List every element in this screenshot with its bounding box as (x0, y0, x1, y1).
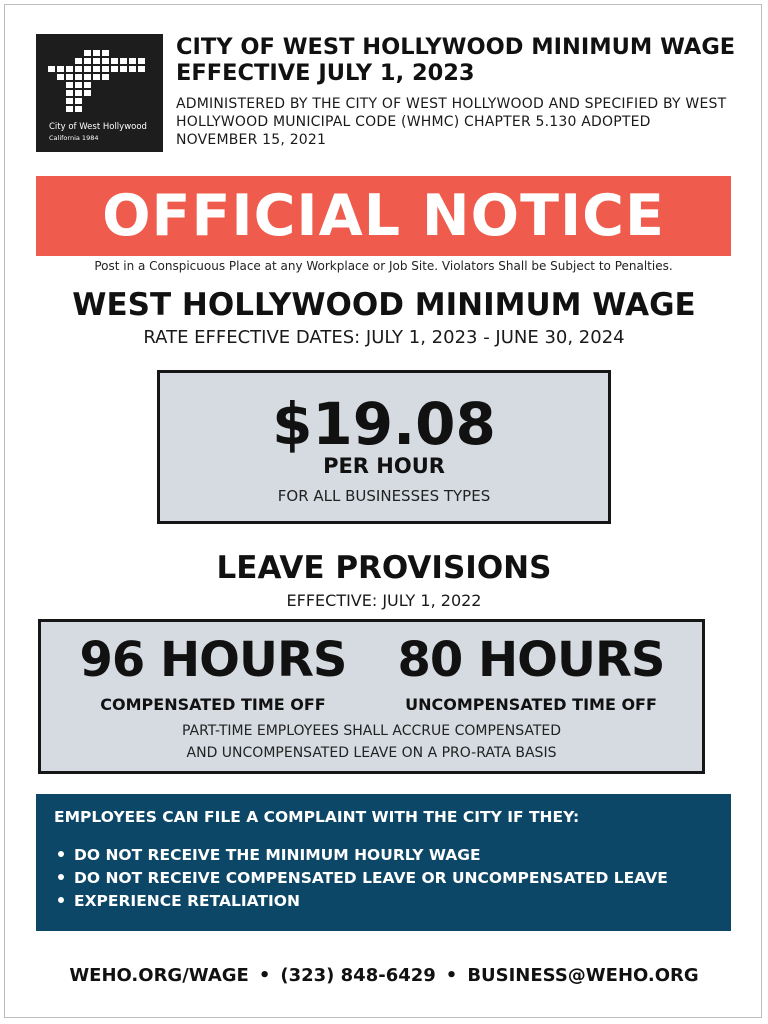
complaint-list (58, 844, 668, 913)
uncompensated-hours: 80 HOURS (397, 632, 665, 688)
leave-effective-date: EFFECTIVE: JULY 1, 2022 (286, 591, 482, 610)
wage-rate-amount: $19.08 (272, 390, 496, 458)
compensated-label: COMPENSATED TIME OFF (100, 695, 326, 714)
part-time-leave-note (41, 720, 702, 764)
footer-separator: • (258, 965, 271, 986)
part-time-note-line-2: AND UNCOMPENSATED LEAVE ON A PRO-RATA BASIS (186, 745, 557, 761)
complaint-section (36, 794, 731, 931)
email-link[interactable]: BUSINESS@WEHO.ORG (467, 965, 699, 986)
wage-rate-unit: PER HOUR (323, 454, 445, 478)
official-notice-banner (36, 176, 731, 256)
compensated-leave (53, 630, 373, 716)
leave-provisions-heading: LEAVE PROVISIONS (216, 550, 552, 586)
bullet-icon (58, 851, 64, 857)
part-time-note-line-1: PART-TIME EMPLOYEES SHALL ACCRUE COMPENSATED (181, 723, 562, 739)
leave-provisions-box (38, 619, 705, 774)
bullet-icon (58, 874, 64, 880)
website-link[interactable]: WEHO.ORG/WAGE (69, 965, 249, 986)
footer-separator: • (445, 965, 458, 986)
logo-city-tagline: California 1984 (49, 134, 99, 142)
complaint-item-text: DO NOT RECEIVE COMPENSATED LEAVE OR UNCOMPENSATED LEAVE (74, 869, 668, 887)
city-logo (36, 34, 163, 152)
logo-city-name: City of West Hollywood (49, 122, 147, 132)
notice-subtitle: ADMINISTERED BY THE CITY OF WEST HOLLYWOOD AND SPECIFIED BY WEST HOLLYWOOD MUNICIPAL CODE (WHMC) CHAPTER 5.130 ADOPTED NOVEMBER 15, 2021 (176, 96, 727, 148)
official-notice-text: OFFICIAL NOTICE (102, 183, 665, 249)
uncompensated-label: UNCOMPENSATED TIME OFF (405, 695, 657, 714)
city-of-west-hollywood-logo-icon (48, 48, 152, 118)
notice-title: CITY OF WEST HOLLYWOOD MINIMUM WAGE EFFECTIVE JULY 1, 2023 (176, 34, 736, 86)
complaint-item-text: DO NOT RECEIVE THE MINIMUM HOURLY WAGE (74, 846, 481, 864)
wage-rate-box (157, 370, 611, 524)
complaint-heading: EMPLOYEES CAN FILE A COMPLAINT WITH THE CITY IF THEY: (54, 808, 580, 826)
compensated-hours: 96 HOURS (79, 632, 347, 688)
complaint-item-text: EXPERIENCE RETALIATION (74, 892, 300, 910)
uncompensated-leave (371, 630, 691, 716)
wage-rate-applies: FOR ALL BUSINESSES TYPES (277, 487, 491, 505)
bullet-icon (58, 897, 64, 903)
list-item (58, 844, 668, 867)
phone-number[interactable]: (323) 848-6429 (280, 965, 436, 986)
contact-footer (20, 965, 748, 986)
posting-requirement-note: Post in a Conspicuous Place at any Workplace or Job Site. Violators Shall be Subject to Penalties. (94, 259, 673, 273)
list-item (58, 867, 668, 890)
minimum-wage-heading: WEST HOLLYWOOD MINIMUM WAGE (72, 287, 696, 323)
list-item (58, 890, 668, 913)
rate-effective-dates: RATE EFFECTIVE DATES: JULY 1, 2023 - JUNE 30, 2024 (143, 327, 625, 348)
